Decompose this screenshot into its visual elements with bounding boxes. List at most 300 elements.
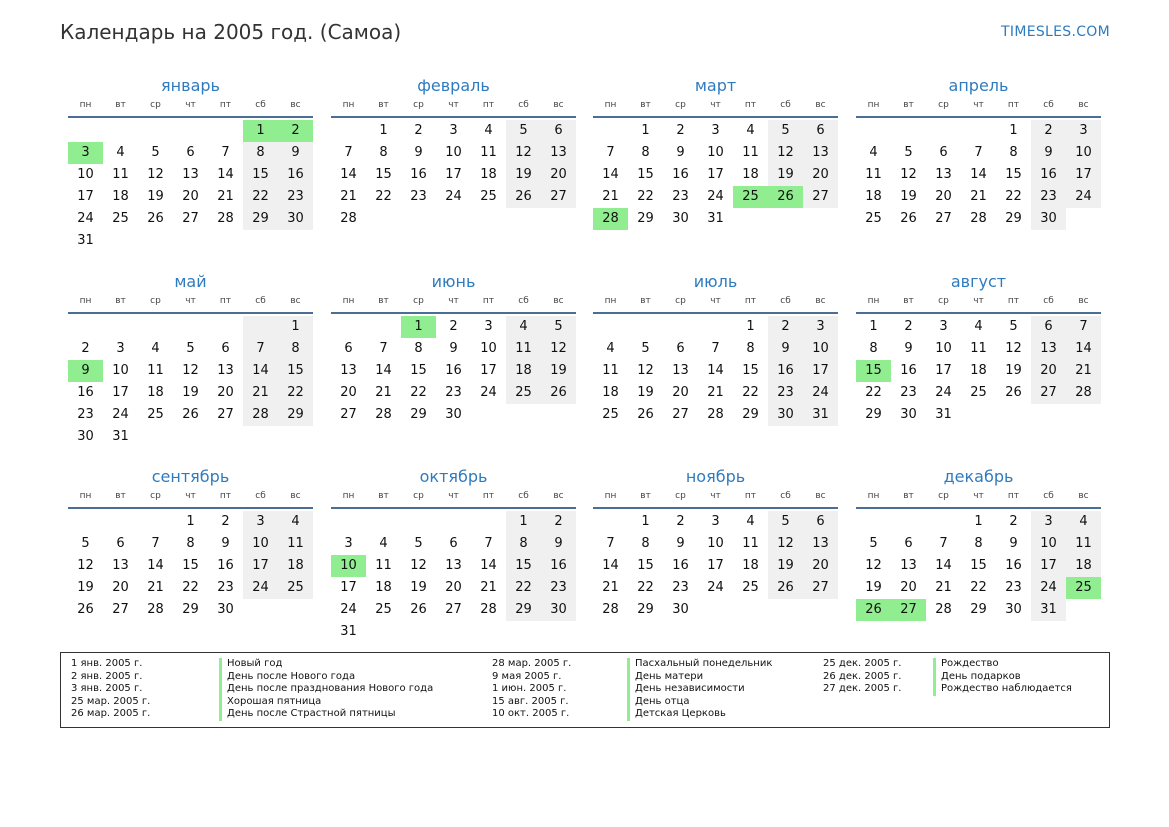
day-cell[interactable]: 21 [602,580,619,595]
day-cell[interactable]: 3 [1031,511,1066,533]
day-cell[interactable]: 6 [904,536,913,551]
day-cell[interactable]: 25 [602,407,619,422]
day-cell[interactable]: 4 [278,511,313,533]
day-cell[interactable]: 5 [768,120,803,142]
day-cell[interactable]: 10 [935,341,952,356]
day-cell[interactable]: 31 [77,233,94,248]
day-cell[interactable]: 5 [414,536,423,551]
day-cell[interactable]: 13 [340,363,357,378]
day-cell[interactable]: 7 [379,341,388,356]
day-cell[interactable]: 9 [414,145,423,160]
day-cell[interactable]: 8 [641,536,650,551]
day-cell[interactable]: 13 [803,142,838,164]
day-cell[interactable]: 29 [970,602,987,617]
day-cell[interactable]: 26 [182,407,199,422]
day-cell[interactable]: 29 [742,407,759,422]
day-cell[interactable]: 30 [541,599,576,621]
day-cell[interactable]: 14 [602,558,619,573]
day-cell[interactable]: 9 [676,145,685,160]
day-cell[interactable]: 12 [147,167,164,182]
day-cell[interactable]: 4 [746,123,755,138]
day-cell[interactable]: 20 [217,385,234,400]
day-cell[interactable]: 9 [768,338,803,360]
day-cell[interactable]: 16 [1031,164,1066,186]
day-cell[interactable]: 27 [672,407,689,422]
day-cell[interactable]: 28 [1066,382,1101,404]
day-cell[interactable]: 30 [900,407,917,422]
day-cell[interactable]: 22 [742,385,759,400]
day-cell[interactable]: 11 [970,341,987,356]
day-cell[interactable]: 27 [541,186,576,208]
day-cell[interactable]: 29 [637,211,654,226]
day-cell[interactable]: 12 [637,363,654,378]
day-cell[interactable]: 10 [707,536,724,551]
day-cell[interactable]: 16 [541,555,576,577]
day-cell[interactable]: 21 [375,385,392,400]
day-cell[interactable]: 24 [243,577,278,599]
day-cell[interactable]: 19 [865,580,882,595]
day-cell[interactable]: 3 [711,514,720,529]
day-cell[interactable]: 31 [803,404,838,426]
day-cell[interactable]: 23 [77,407,94,422]
day-cell[interactable]: 29 [182,602,199,617]
day-cell[interactable]: 10 [480,341,497,356]
day-cell[interactable]: 25 [742,580,759,595]
day-cell[interactable]: 29 [410,407,427,422]
day-cell[interactable]: 1 [401,316,436,338]
day-cell[interactable]: 7 [221,145,230,160]
day-cell[interactable]: 21 [340,189,357,204]
day-cell[interactable]: 20 [1031,360,1066,382]
day-cell[interactable]: 11 [375,558,392,573]
day-cell[interactable]: 14 [935,558,952,573]
day-cell[interactable]: 28 [480,602,497,617]
day-cell[interactable]: 9 [676,536,685,551]
day-cell[interactable]: 6 [1031,316,1066,338]
day-cell[interactable]: 22 [637,580,654,595]
day-cell[interactable]: 3 [116,341,125,356]
day-cell[interactable]: 5 [506,120,541,142]
day-cell[interactable]: 19 [410,580,427,595]
day-cell[interactable]: 28 [147,602,164,617]
day-cell[interactable]: 20 [541,164,576,186]
day-cell[interactable]: 2 [768,316,803,338]
day-cell[interactable]: 12 [900,167,917,182]
day-cell[interactable]: 9 [221,536,230,551]
day-cell[interactable]: 4 [379,536,388,551]
day-cell[interactable]: 16 [445,363,462,378]
day-cell[interactable]: 30 [77,429,94,444]
day-cell[interactable]: 13 [803,533,838,555]
day-cell[interactable]: 27 [803,186,838,208]
day-cell[interactable]: 21 [970,189,987,204]
day-cell[interactable]: 23 [768,382,803,404]
day-cell[interactable]: 18 [375,580,392,595]
day-cell[interactable]: 8 [186,536,195,551]
day-cell[interactable]: 1 [641,123,650,138]
day-cell[interactable]: 1 [379,123,388,138]
day-cell[interactable]: 21 [1066,360,1101,382]
day-cell[interactable]: 21 [602,189,619,204]
day-cell[interactable]: 9 [541,533,576,555]
day-cell[interactable]: 15 [856,360,891,382]
day-cell[interactable]: 1 [746,319,755,334]
day-cell[interactable]: 4 [869,145,878,160]
day-cell[interactable]: 15 [637,167,654,182]
day-cell[interactable]: 18 [278,555,313,577]
day-cell[interactable]: 22 [970,580,987,595]
day-cell[interactable]: 25 [865,211,882,226]
day-cell[interactable]: 10 [331,555,366,577]
day-cell[interactable]: 16 [768,360,803,382]
day-cell[interactable]: 14 [970,167,987,182]
day-cell[interactable]: 13 [1031,338,1066,360]
day-cell[interactable]: 7 [151,536,160,551]
day-cell[interactable]: 31 [112,429,129,444]
day-cell[interactable]: 1 [1009,123,1018,138]
day-cell[interactable]: 31 [707,211,724,226]
day-cell[interactable]: 26 [768,186,803,208]
day-cell[interactable]: 30 [445,407,462,422]
day-cell[interactable]: 17 [803,360,838,382]
day-cell[interactable]: 15 [970,558,987,573]
day-cell[interactable]: 7 [243,338,278,360]
day-cell[interactable]: 13 [900,558,917,573]
day-cell[interactable]: 21 [147,580,164,595]
day-cell[interactable]: 13 [445,558,462,573]
day-cell[interactable]: 19 [768,164,803,186]
day-cell[interactable]: 9 [904,341,913,356]
day-cell[interactable]: 26 [1005,385,1022,400]
day-cell[interactable]: 2 [81,341,90,356]
day-cell[interactable]: 2 [1031,120,1066,142]
day-cell[interactable]: 25 [733,186,768,208]
day-cell[interactable]: 12 [506,142,541,164]
day-cell[interactable]: 2 [414,123,423,138]
day-cell[interactable]: 2 [449,319,458,334]
day-cell[interactable]: 14 [147,558,164,573]
day-cell[interactable]: 6 [676,341,685,356]
day-cell[interactable]: 7 [606,536,615,551]
day-cell[interactable]: 23 [217,580,234,595]
day-cell[interactable]: 24 [935,385,952,400]
day-cell[interactable]: 24 [707,580,724,595]
day-cell[interactable]: 27 [340,407,357,422]
day-cell[interactable]: 22 [506,577,541,599]
day-cell[interactable]: 1 [974,514,983,529]
day-cell[interactable]: 19 [541,360,576,382]
day-cell[interactable]: 3 [344,536,353,551]
day-cell[interactable]: 24 [77,211,94,226]
day-cell[interactable]: 5 [151,145,160,160]
day-cell[interactable]: 11 [602,363,619,378]
day-cell[interactable]: 7 [606,145,615,160]
day-cell[interactable]: 17 [707,558,724,573]
day-cell[interactable]: 21 [935,580,952,595]
day-cell[interactable]: 8 [746,341,755,356]
day-cell[interactable]: 23 [1031,186,1066,208]
day-cell[interactable]: 12 [1005,341,1022,356]
day-cell[interactable]: 17 [1066,164,1101,186]
day-cell[interactable]: 20 [445,580,462,595]
day-cell[interactable]: 22 [278,382,313,404]
day-cell[interactable]: 21 [217,189,234,204]
day-cell[interactable]: 29 [278,404,313,426]
day-cell[interactable]: 11 [480,145,497,160]
day-cell[interactable]: 24 [707,189,724,204]
day-cell[interactable]: 16 [278,164,313,186]
day-cell[interactable]: 24 [480,385,497,400]
day-cell[interactable]: 13 [541,142,576,164]
day-cell[interactable]: 11 [112,167,129,182]
day-cell[interactable]: 13 [672,363,689,378]
day-cell[interactable]: 8 [278,338,313,360]
day-cell[interactable]: 22 [243,186,278,208]
day-cell[interactable]: 5 [641,341,650,356]
day-cell[interactable]: 5 [768,511,803,533]
day-cell[interactable]: 25 [112,211,129,226]
day-cell[interactable]: 13 [182,167,199,182]
day-cell[interactable]: 14 [707,363,724,378]
day-cell[interactable]: 10 [803,338,838,360]
day-cell[interactable]: 19 [637,385,654,400]
day-cell[interactable]: 17 [243,555,278,577]
day-cell[interactable]: 23 [410,189,427,204]
day-cell[interactable]: 27 [891,599,926,621]
day-cell[interactable]: 15 [375,167,392,182]
day-cell[interactable]: 15 [1005,167,1022,182]
day-cell[interactable]: 20 [803,555,838,577]
day-cell[interactable]: 15 [182,558,199,573]
day-cell[interactable]: 16 [77,385,94,400]
day-cell[interactable]: 26 [147,211,164,226]
day-cell[interactable]: 17 [1031,555,1066,577]
day-cell[interactable]: 1 [243,120,278,142]
day-cell[interactable]: 25 [278,577,313,599]
day-cell[interactable]: 8 [974,536,983,551]
day-cell[interactable]: 28 [217,211,234,226]
day-cell[interactable]: 18 [112,189,129,204]
day-cell[interactable]: 12 [410,558,427,573]
day-cell[interactable]: 18 [480,167,497,182]
day-cell[interactable]: 2 [1009,514,1018,529]
day-cell[interactable]: 15 [278,360,313,382]
day-cell[interactable]: 12 [541,338,576,360]
day-cell[interactable]: 23 [672,189,689,204]
day-cell[interactable]: 17 [77,189,94,204]
day-cell[interactable]: 16 [410,167,427,182]
day-cell[interactable]: 28 [602,602,619,617]
day-cell[interactable]: 20 [112,580,129,595]
day-cell[interactable]: 6 [541,120,576,142]
day-cell[interactable]: 17 [445,167,462,182]
day-cell[interactable]: 2 [676,123,685,138]
day-cell[interactable]: 6 [116,536,125,551]
day-cell[interactable]: 29 [243,208,278,230]
day-cell[interactable]: 28 [340,211,357,226]
day-cell[interactable]: 24 [340,602,357,617]
day-cell[interactable]: 14 [602,167,619,182]
day-cell[interactable]: 15 [410,363,427,378]
day-cell[interactable]: 16 [217,558,234,573]
day-cell[interactable]: 11 [1066,533,1101,555]
day-cell[interactable]: 13 [217,363,234,378]
day-cell[interactable]: 5 [81,536,90,551]
day-cell[interactable]: 16 [672,558,689,573]
day-cell[interactable]: 24 [112,407,129,422]
day-cell[interactable]: 6 [939,145,948,160]
day-cell[interactable]: 10 [112,363,129,378]
day-cell[interactable]: 22 [865,385,882,400]
day-cell[interactable]: 26 [856,599,891,621]
day-cell[interactable]: 28 [593,208,628,230]
day-cell[interactable]: 20 [803,164,838,186]
day-cell[interactable]: 27 [803,577,838,599]
day-cell[interactable]: 12 [865,558,882,573]
day-cell[interactable]: 17 [935,363,952,378]
day-cell[interactable]: 23 [278,186,313,208]
day-cell[interactable]: 25 [147,407,164,422]
day-cell[interactable]: 1 [641,514,650,529]
day-cell[interactable]: 20 [900,580,917,595]
day-cell[interactable]: 19 [768,555,803,577]
day-cell[interactable]: 25 [506,382,541,404]
day-cell[interactable]: 8 [869,341,878,356]
day-cell[interactable]: 22 [410,385,427,400]
day-cell[interactable]: 28 [935,602,952,617]
site-link[interactable]: TIMESLES.COM [1001,24,1110,40]
day-cell[interactable]: 5 [869,536,878,551]
day-cell[interactable]: 15 [506,555,541,577]
day-cell[interactable]: 6 [221,341,230,356]
day-cell[interactable]: 13 [112,558,129,573]
day-cell[interactable]: 10 [243,533,278,555]
day-cell[interactable]: 18 [147,385,164,400]
day-cell[interactable]: 23 [900,385,917,400]
day-cell[interactable]: 26 [768,577,803,599]
day-cell[interactable]: 23 [1005,580,1022,595]
day-cell[interactable]: 26 [77,602,94,617]
day-cell[interactable]: 4 [606,341,615,356]
day-cell[interactable]: 23 [672,580,689,595]
day-cell[interactable]: 29 [637,602,654,617]
day-cell[interactable]: 16 [672,167,689,182]
day-cell[interactable]: 23 [445,385,462,400]
day-cell[interactable]: 9 [1031,142,1066,164]
day-cell[interactable]: 10 [1031,533,1066,555]
day-cell[interactable]: 26 [506,186,541,208]
day-cell[interactable]: 19 [506,164,541,186]
day-cell[interactable]: 26 [637,407,654,422]
day-cell[interactable]: 21 [707,385,724,400]
day-cell[interactable]: 25 [970,385,987,400]
day-cell[interactable]: 4 [151,341,160,356]
day-cell[interactable]: 8 [506,533,541,555]
day-cell[interactable]: 30 [1031,208,1066,230]
day-cell[interactable]: 10 [1066,142,1101,164]
day-cell[interactable]: 26 [900,211,917,226]
day-cell[interactable]: 18 [742,558,759,573]
day-cell[interactable]: 7 [344,145,353,160]
day-cell[interactable]: 8 [379,145,388,160]
day-cell[interactable]: 10 [707,145,724,160]
day-cell[interactable]: 18 [970,363,987,378]
day-cell[interactable]: 3 [484,319,493,334]
day-cell[interactable]: 24 [803,382,838,404]
day-cell[interactable]: 10 [445,145,462,160]
day-cell[interactable]: 24 [1066,186,1101,208]
day-cell[interactable]: 28 [707,407,724,422]
day-cell[interactable]: 29 [1005,211,1022,226]
day-cell[interactable]: 4 [484,123,493,138]
day-cell[interactable]: 14 [243,360,278,382]
day-cell[interactable]: 22 [182,580,199,595]
day-cell[interactable]: 27 [182,211,199,226]
day-cell[interactable]: 5 [541,316,576,338]
day-cell[interactable]: 7 [939,536,948,551]
day-cell[interactable]: 3 [449,123,458,138]
day-cell[interactable]: 14 [340,167,357,182]
day-cell[interactable]: 30 [278,208,313,230]
day-cell[interactable]: 18 [865,189,882,204]
day-cell[interactable]: 18 [742,167,759,182]
day-cell[interactable]: 9 [278,142,313,164]
day-cell[interactable]: 30 [672,211,689,226]
day-cell[interactable]: 26 [541,382,576,404]
day-cell[interactable]: 6 [449,536,458,551]
day-cell[interactable]: 19 [77,580,94,595]
day-cell[interactable]: 2 [541,511,576,533]
day-cell[interactable]: 19 [1005,363,1022,378]
day-cell[interactable]: 17 [707,167,724,182]
day-cell[interactable]: 31 [340,624,357,639]
day-cell[interactable]: 7 [974,145,983,160]
day-cell[interactable]: 26 [410,602,427,617]
day-cell[interactable]: 2 [676,514,685,529]
day-cell[interactable]: 15 [243,164,278,186]
day-cell[interactable]: 4 [116,145,125,160]
day-cell[interactable]: 22 [637,189,654,204]
day-cell[interactable]: 11 [865,167,882,182]
day-cell[interactable]: 19 [147,189,164,204]
day-cell[interactable]: 10 [77,167,94,182]
day-cell[interactable]: 1 [506,511,541,533]
day-cell[interactable]: 1 [278,316,313,338]
day-cell[interactable]: 7 [484,536,493,551]
day-cell[interactable]: 31 [1031,599,1066,621]
day-cell[interactable]: 30 [217,602,234,617]
day-cell[interactable]: 27 [112,602,129,617]
day-cell[interactable]: 20 [935,189,952,204]
day-cell[interactable]: 8 [641,145,650,160]
day-cell[interactable]: 3 [243,511,278,533]
day-cell[interactable]: 24 [445,189,462,204]
day-cell[interactable]: 9 [1009,536,1018,551]
day-cell[interactable]: 27 [445,602,462,617]
day-cell[interactable]: 20 [340,385,357,400]
day-cell[interactable]: 13 [935,167,952,182]
day-cell[interactable]: 25 [480,189,497,204]
day-cell[interactable]: 3 [68,142,103,164]
day-cell[interactable]: 11 [742,536,759,551]
day-cell[interactable]: 21 [480,580,497,595]
day-cell[interactable]: 6 [344,341,353,356]
day-cell[interactable]: 11 [278,533,313,555]
day-cell[interactable]: 7 [1066,316,1101,338]
day-cell[interactable]: 6 [803,120,838,142]
day-cell[interactable]: 22 [375,189,392,204]
day-cell[interactable]: 20 [182,189,199,204]
